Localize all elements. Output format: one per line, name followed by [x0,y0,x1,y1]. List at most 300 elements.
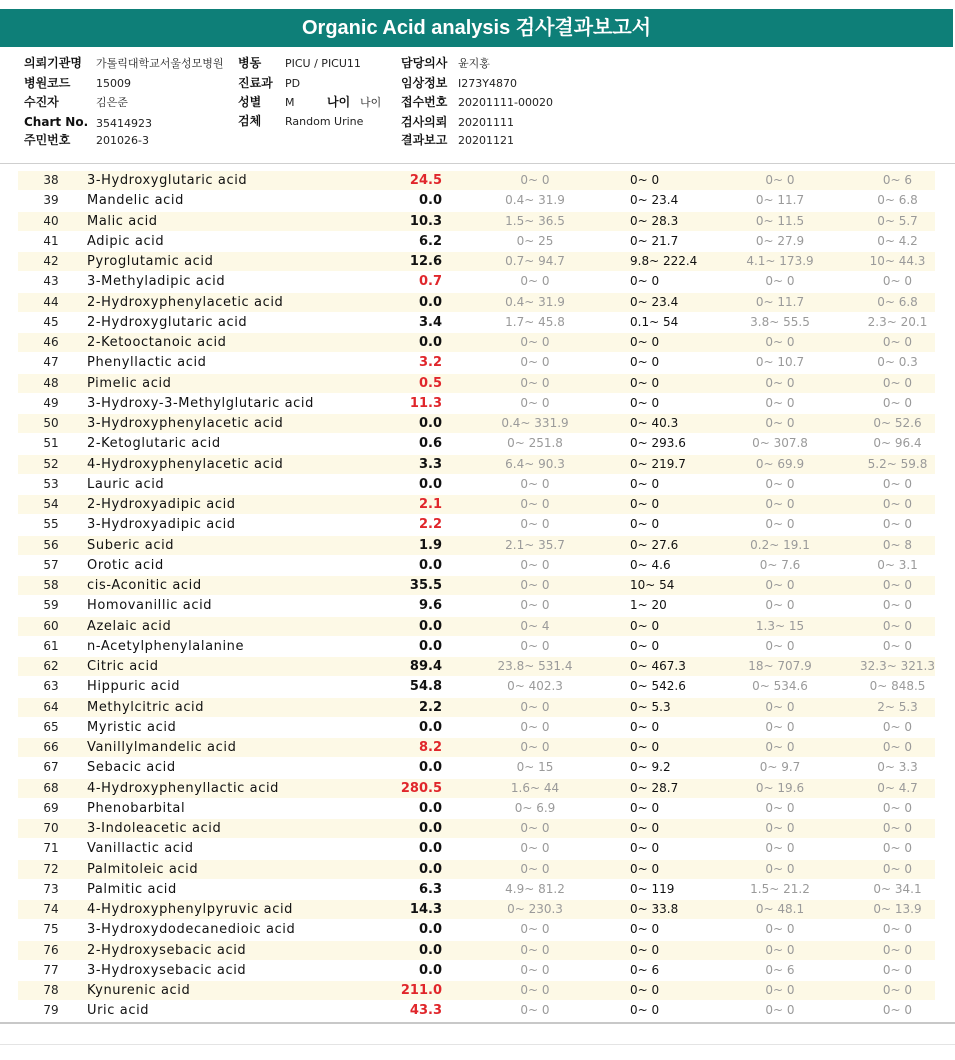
row-number: 67 [43,760,59,775]
acid-name: Vanillactic acid [87,841,194,857]
table-row [0,231,955,251]
reference-range-1: 0~ 0 [520,557,550,572]
reference-range-1: 0~ 0 [520,699,550,714]
reference-range-4: 0~ 848.5 [869,679,926,694]
reference-range-4: 0~ 8 [882,537,913,552]
reference-range-2: 0~ 467.3 [630,659,686,673]
acid-name: Phenobarbital [87,800,186,816]
table-row [0,454,955,474]
acid-name: Palmitoleic acid [87,861,199,877]
reference-range-3: 0~ 0 [765,274,795,289]
row-number: 44 [43,294,59,309]
reference-range-4: 0~ 52.6 [873,416,922,430]
reference-range-1: 0~ 0 [520,821,550,835]
result-value: 9.6 [418,598,442,614]
reference-range-4: 0~ 0 [882,861,913,876]
row-number: 75 [43,922,59,937]
reference-range-2: 0~ 119 [630,881,675,896]
reference-range-3: 0~ 0 [765,517,795,532]
acid-name: Sebacic acid [87,760,176,776]
table-row [0,595,955,615]
table-row [0,474,955,494]
doctor-value: 윤지홍 [458,57,490,70]
table-row [0,352,955,372]
result-value: 0.0 [418,618,442,634]
row-number: 48 [43,375,59,390]
result-value: 0.0 [418,416,442,431]
reference-range-3: 0~ 11.7 [755,193,805,208]
acid-name: Phenyllactic acid [87,355,207,371]
table-row [0,494,955,514]
row-number: 77 [43,962,59,977]
row-number: 56 [43,537,59,552]
row-number: 42 [43,254,59,268]
result-value: 0.0 [418,942,442,958]
table-row [0,778,955,798]
reference-range-4: 0~ 3.1 [877,557,918,572]
table-row [0,616,955,636]
acid-name: 2-Hydroxysebacic acid [87,942,247,958]
result-value: 0.0 [418,821,442,836]
reference-range-2: 0~ 0 [630,1003,660,1018]
reference-range-3: 3.8~ 55.5 [750,314,810,329]
department-label: 진료과 [238,76,273,90]
reference-range-4: 0~ 0 [882,497,913,511]
reception-no-value: 20201111-00020 [458,96,553,109]
request-date-label: 검사의뢰 [401,115,448,129]
reference-range-3: 0~ 0 [765,638,795,653]
result-value: 0.0 [418,476,442,492]
row-number: 60 [43,618,59,633]
reference-range-1: 0~ 0 [520,598,550,613]
reference-range-4: 0~ 0 [882,395,913,410]
acid-name: 4-Hydroxyphenyllactic acid [87,780,280,796]
row-number: 51 [43,436,59,451]
reference-range-4: 0~ 13.9 [873,902,922,916]
reference-range-1: 0~ 0 [520,922,550,937]
table-row [0,980,955,1000]
reference-range-2: 0~ 28.3 [630,213,679,228]
reference-range-3: 0~ 6 [765,962,795,977]
acid-name: cis-Aconitic acid [87,578,202,593]
acid-name: 3-Hydroxysebacic acid [87,962,247,978]
result-value: 0.7 [418,274,442,290]
reference-range-3: 0~ 0 [765,699,795,714]
reference-range-3: 0~ 0 [765,1003,795,1018]
reference-range-3: 0~ 27.9 [755,233,805,248]
result-value: 8.2 [418,740,442,755]
reference-range-1: 2.1~ 35.7 [505,537,565,552]
acid-name: 4-Hydroxyphenylacetic acid [87,456,284,472]
result-value: 6.2 [418,233,442,249]
reference-range-1: 0~ 0 [520,395,550,410]
reference-range-1: 0~ 0 [520,983,550,997]
table-row [0,292,955,312]
result-value: 0.0 [418,294,442,310]
collector-value: 김은준 [96,96,128,109]
acid-name: Hippuric acid [87,679,181,695]
ward-label: 병동 [238,56,262,70]
result-value: 24.5 [409,173,442,188]
table-row [0,211,955,231]
table-row [0,717,955,737]
age-value: 나이 [360,96,382,109]
table-row [0,251,955,271]
reference-range-1: 0.4~ 31.9 [505,193,565,208]
reference-range-3: 0~ 10.7 [755,355,805,370]
result-value: 0.0 [418,861,442,877]
table-row [0,697,955,717]
reference-range-3: 1.3~ 15 [755,618,805,633]
reference-range-1: 6.4~ 90.3 [505,456,565,471]
reference-range-3: 0~ 0 [765,740,795,754]
row-number: 46 [43,335,59,349]
reference-range-1: 0~ 0 [520,841,550,856]
footer-area [0,1024,955,1060]
reference-range-3: 18~ 707.9 [748,659,812,673]
table-row [0,838,955,858]
request-date-value: 20201111 [458,116,514,129]
reference-range-4: 0~ 0 [882,841,913,856]
row-number: 59 [43,598,59,613]
reference-range-3: 4.1~ 173.9 [746,254,814,268]
result-value: 3.2 [418,355,442,371]
clinical-info-value: I273Y4870 [458,77,517,90]
sex-label: 성별 [238,95,262,109]
reference-range-4: 32.3~ 321.3 [860,659,935,673]
result-value: 89.4 [409,659,442,674]
row-number: 74 [43,902,59,916]
acid-name: 3-Hydroxyglutaric acid [87,173,248,188]
acid-name: Citric acid [87,659,159,674]
acid-name: 3-Hydroxyadipic acid [87,517,236,533]
reference-range-1: 0~ 0 [520,335,550,349]
row-number: 79 [43,1003,59,1018]
reference-range-4: 0~ 0 [882,719,913,734]
age-label: 나이 [327,95,351,109]
report-date-value: 20201121 [458,134,514,147]
result-value: 0.0 [418,760,442,776]
row-number: 49 [43,395,59,410]
result-value: 2.2 [418,699,442,715]
acid-name: 3-Hydroxyphenylacetic acid [87,416,284,431]
reference-range-1: 0~ 0 [520,355,550,370]
reference-range-2: 0~ 40.3 [630,416,679,430]
table-row [0,312,955,332]
reference-range-4: 0~ 0 [882,962,913,977]
row-number: 47 [43,355,59,370]
acid-name: 3-Methyladipic acid [87,274,226,290]
reference-range-4: 0~ 0 [882,375,913,390]
reference-range-2: 0~ 21.7 [630,233,679,248]
reference-range-1: 0~ 0 [520,1003,550,1018]
acid-name: 4-Hydroxyphenylpyruvic acid [87,902,294,917]
table-row [0,433,955,453]
result-value: 14.3 [409,902,442,917]
acid-name: Kynurenic acid [87,983,191,998]
reference-range-4: 2~ 5.3 [877,699,918,714]
result-value: 35.5 [409,578,442,593]
table-row [0,960,955,980]
acid-name: Pimelic acid [87,375,172,391]
reference-range-1: 0~ 6.9 [514,800,556,815]
reference-range-2: 0~ 219.7 [630,456,686,471]
table-row [0,676,955,696]
reference-range-3: 0~ 48.1 [755,902,805,916]
reference-range-1: 0~ 0 [520,173,550,187]
reference-range-1: 0~ 0 [520,740,550,754]
result-value: 2.2 [418,517,442,533]
reference-range-4: 5.2~ 59.8 [867,456,928,471]
resident-no-value: 201026-3 [96,134,149,147]
reference-range-1: 0~ 4 [520,618,550,633]
reference-range-1: 1.7~ 45.8 [505,314,565,329]
result-value: 3.4 [418,314,442,330]
row-number: 43 [43,274,59,289]
reference-range-2: 0~ 0 [630,375,660,390]
acid-name: n-Acetylphenylalanine [87,638,245,654]
reference-range-2: 0~ 33.8 [630,902,679,916]
reference-range-4: 0~ 6.8 [877,294,918,309]
reference-range-2: 0~ 0 [630,517,660,532]
reference-range-4: 10~ 44.3 [869,254,926,268]
reference-range-3: 0~ 307.8 [752,436,808,451]
result-value: 6.3 [418,881,442,897]
reference-range-2: 0~ 0 [630,841,660,856]
row-number: 39 [43,193,59,208]
reference-range-4: 0~ 0 [882,800,913,815]
row-number: 45 [43,314,59,329]
table-row [0,575,955,595]
table-row [0,271,955,291]
results-table [0,170,955,1022]
row-number: 71 [43,841,59,856]
specimen-label: 검체 [238,114,262,128]
reference-range-2: 0~ 0 [630,638,660,653]
reference-range-2: 0~ 0 [630,173,660,187]
result-value: 3.3 [418,456,442,472]
reference-range-2: 10~ 54 [630,578,675,592]
department-value: PD [285,77,301,90]
row-number: 73 [43,881,59,896]
reference-range-1: 0.4~ 331.9 [501,416,569,430]
reference-range-3: 0~ 0 [765,942,795,957]
acid-name: Orotic acid [87,557,164,573]
table-row [0,190,955,210]
reference-range-2: 0~ 6 [630,962,660,977]
acid-name: Suberic acid [87,537,175,553]
acid-name: Pyroglutamic acid [87,254,214,269]
reference-range-4: 0~ 0 [882,983,913,997]
reference-range-2: 0~ 0 [630,942,660,957]
reference-range-3: 0~ 0 [765,476,795,491]
table-row [0,656,955,676]
table-row [0,899,955,919]
reference-range-3: 0~ 69.9 [755,456,805,471]
reference-range-2: 0~ 0 [630,740,660,754]
reference-range-2: 9.8~ 222.4 [630,254,698,268]
reference-range-4: 0~ 6.8 [877,193,918,208]
reference-range-3: 0~ 9.7 [759,760,801,775]
table-row [0,940,955,960]
row-number: 40 [43,213,59,228]
row-number: 64 [43,699,59,714]
header-divider [0,163,955,164]
acid-name: Uric acid [87,1003,150,1019]
table-row [0,1000,955,1020]
result-value: 0.0 [418,557,442,573]
reference-range-2: 0~ 0 [630,395,660,410]
row-number: 68 [43,780,59,795]
reference-range-2: 0~ 0 [630,476,660,491]
result-value: 0.0 [418,841,442,857]
result-value: 0.5 [418,375,442,391]
doctor-label: 담당의사 [401,56,448,70]
table-row [0,393,955,413]
reference-range-1: 0~ 251.8 [507,436,563,451]
reference-range-1: 0~ 0 [520,517,550,532]
reference-range-1: 0~ 25 [516,233,554,248]
reference-range-4: 0~ 5.7 [877,213,918,228]
row-number: 41 [43,233,59,248]
reference-range-4: 0~ 0 [882,598,913,613]
reference-range-4: 0~ 6 [882,173,913,187]
reference-range-4: 0~ 4.2 [877,233,918,248]
reference-range-3: 0~ 0 [765,578,795,592]
table-row [0,535,955,555]
reference-range-4: 0~ 0 [882,638,913,653]
row-number: 58 [43,578,59,592]
row-number: 65 [43,719,59,734]
report-date-label: 결과보고 [401,133,448,147]
result-value: 54.8 [409,679,442,695]
reference-range-2: 0~ 23.4 [630,193,679,208]
acid-name: Lauric acid [87,476,165,492]
reference-range-2: 0~ 293.6 [630,436,686,451]
acid-name: Myristic acid [87,719,177,735]
table-row [0,859,955,879]
reference-range-2: 0~ 5.3 [630,699,671,714]
row-number: 61 [43,638,59,653]
reception-no-label: 접수번호 [401,95,448,109]
result-value: 0.0 [418,962,442,978]
reference-range-2: 0.1~ 54 [630,314,679,329]
reference-range-1: 0~ 0 [520,719,550,734]
row-number: 38 [43,173,59,187]
reference-range-3: 0~ 7.6 [759,557,801,572]
reference-range-4: 0~ 0 [882,274,913,289]
reference-range-3: 0~ 0 [765,416,795,430]
result-value: 0.0 [418,335,442,350]
reference-range-1: 23.8~ 531.4 [497,659,573,673]
acid-name: 3-Hydroxydodecanedioic acid [87,922,296,938]
reference-range-4: 0~ 0 [882,476,913,491]
reference-range-1: 0~ 0 [520,578,550,592]
acid-name: Malic acid [87,213,158,229]
reference-range-1: 0~ 0 [520,638,550,653]
reference-range-1: 0.7~ 94.7 [505,254,565,268]
row-number: 55 [43,517,59,532]
reference-range-2: 0~ 0 [630,274,660,289]
reference-range-1: 0~ 0 [520,962,550,977]
reference-range-1: 0~ 230.3 [507,902,563,916]
result-value: 11.3 [409,395,442,411]
ward-value: PICU / PICU11 [285,57,361,70]
reference-range-4: 0~ 0 [882,618,913,633]
reference-range-4: 0~ 96.4 [873,436,922,451]
acid-name: 3-Hydroxy-3-Methylglutaric acid [87,395,314,411]
reference-range-1: 4.9~ 81.2 [505,881,565,896]
reference-range-1: 0~ 0 [520,274,550,289]
result-value: 211.0 [400,983,442,998]
reference-range-4: 0~ 0 [882,335,913,349]
institution-value: 가톨릭대학교서울성모병원 [96,57,224,70]
reference-range-3: 0~ 0 [765,821,795,835]
row-number: 62 [43,659,59,673]
row-number: 66 [43,740,59,754]
reference-range-3: 0.2~ 19.1 [750,537,810,552]
reference-range-4: 0~ 4.7 [877,780,918,795]
collector-label: 수진자 [24,95,59,109]
chart-no-value: 35414923 [96,117,152,130]
result-value: 0.0 [418,922,442,938]
reference-range-1: 0~ 0 [520,476,550,491]
reference-range-3: 0~ 0 [765,598,795,613]
reference-range-1: 0.4~ 31.9 [505,294,565,309]
reference-range-3: 0~ 0 [765,861,795,876]
acid-name: 2-Ketoglutaric acid [87,436,221,452]
reference-range-3: 0~ 11.7 [755,294,805,309]
row-number: 76 [43,942,59,957]
acid-name: Adipic acid [87,233,165,249]
reference-range-4: 0~ 34.1 [873,881,922,896]
specimen-value: Random Urine [285,115,364,128]
reference-range-1: 0~ 0 [520,942,550,957]
reference-range-3: 0~ 534.6 [752,679,808,694]
row-number: 53 [43,476,59,491]
result-value: 0.0 [418,638,442,654]
reference-range-2: 0~ 0 [630,983,660,997]
reference-range-4: 0~ 3.3 [877,760,918,775]
reference-range-3: 0~ 0 [765,719,795,734]
table-row [0,332,955,352]
table-row [0,757,955,777]
table-row [0,879,955,899]
table-row [0,737,955,757]
row-number: 63 [43,679,59,694]
hospital-code-value: 15009 [96,77,131,90]
clinical-info-label: 임상정보 [401,76,448,90]
result-value: 43.3 [409,1003,442,1019]
table-row [0,170,955,190]
acid-name: Homovanillic acid [87,598,213,614]
result-value: 0.0 [418,800,442,816]
reference-range-3: 0~ 0 [765,800,795,815]
row-number: 50 [43,416,59,430]
row-number: 54 [43,497,59,511]
result-value: 0.6 [418,436,442,452]
resident-no-label: 주민번호 [24,133,71,147]
reference-range-2: 0~ 27.6 [630,537,679,552]
result-value: 12.6 [409,254,442,269]
reference-range-3: 0~ 19.6 [755,780,805,795]
acid-name: Mandelic acid [87,193,184,209]
acid-name: Azelaic acid [87,618,172,634]
reference-range-4: 0~ 0 [882,517,913,532]
acid-name: Palmitic acid [87,881,177,897]
reference-range-1: 0~ 15 [516,760,554,775]
reference-range-2: 0~ 0 [630,922,660,937]
